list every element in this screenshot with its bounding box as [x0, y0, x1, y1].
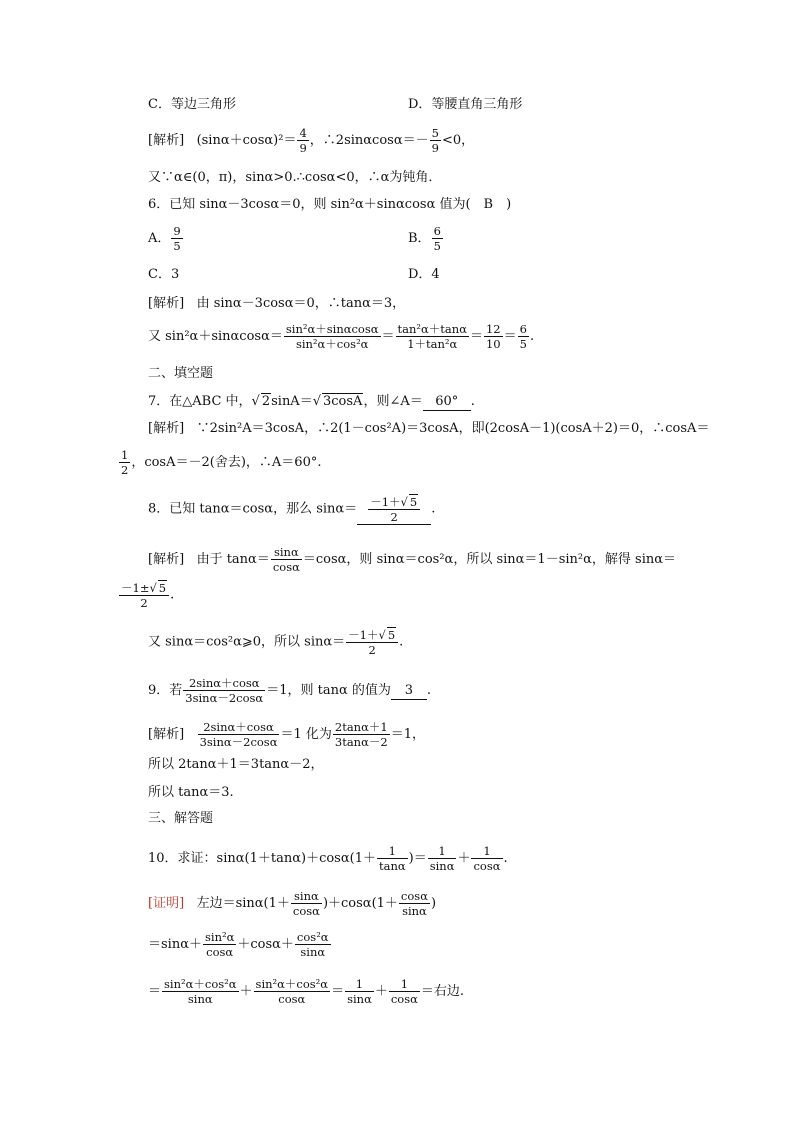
q10-proof-line1: [证明] 左边＝sinα(1＋ $\frac{\sin\alpha}{\cos\alpha}$ )＋cosα(1＋ $\frac{\cos\alpha}{\sin\alpha}$ )	[148, 889, 437, 918]
q10-stem: 10．求证：sinα(1＋tanα)＋cosα(1＋ $\frac{1}{\tan\alpha}$ )＝ $\frac{1}{\sin\alpha}$ ＋ $\frac{1}{\cos\alpha}$ .	[148, 844, 508, 873]
q6-solution-line1: [解析] 由 sinα－3cosα＝0，∴tanα＝3，	[148, 296, 406, 311]
solution-tag: [解析]	[148, 133, 185, 148]
q5-sol-text-a: (sinα＋cosα)²＝	[196, 133, 297, 148]
q9-solution-line3: 所以 tanα＝3.	[148, 785, 234, 800]
solution-tag: [解析]	[148, 727, 185, 742]
q8-answer-blank	[357, 494, 431, 525]
q5-option-c: C．等边三角形	[148, 97, 236, 112]
fraction: $\frac{2\tan\alpha+1}{3\tan\alpha-2}$	[334, 720, 388, 749]
fraction: $\frac{\cos\alpha}{\sin\alpha}$	[400, 889, 428, 918]
fraction: $\frac{12}{10}$	[485, 322, 501, 351]
q5-solution-line1	[148, 126, 474, 155]
q9-solution-line1: [解析] $\frac{2\sin\alpha+\cos\alpha}{3\sin\alpha-2\cos\alpha}$ ＝1 化为 $\frac{2\tan\alpha+1}{3\tan\alpha-2}$ ＝1，	[148, 720, 425, 749]
q5-sol-text-c: <0，	[441, 133, 475, 148]
q6-option-a: A． $\frac{9}{5}$	[148, 224, 181, 253]
q5-solution-line2: 又∵α∈(0，π)，sinα>0.∴cosα<0，∴α为钝角．	[148, 170, 442, 185]
q6-option-b: B． $\frac{6}{5}$	[408, 224, 441, 253]
q8-solution-line1: [解析] 由于 tanα＝ $\frac{\sin\alpha}{\cos\alpha}$ ＝cosα，则 sinα＝cos²α，所以 sinα＝1－sin²α，解得 sinα＝	[148, 545, 677, 574]
q7-stem: 7．在△ABC 中，√ 2sinA＝√ 3cosA，则∠A＝ 60° .	[148, 394, 475, 409]
fraction: $\frac{6}{5}$	[433, 224, 441, 253]
fraction: $\frac{1}{\cos\alpha}$	[390, 977, 418, 1006]
fraction: $\frac{1}{\sin\alpha}$	[347, 977, 372, 1006]
q5-option-d: D．等腰直角三角形	[408, 97, 523, 112]
q9-solution-line2: 所以 2tanα＋1＝3tanα－2，	[148, 757, 324, 772]
fraction: $\frac{\sin\alpha}{\cos\alpha}$	[272, 545, 300, 574]
fraction: $\frac{4}{9}$	[299, 126, 307, 155]
fraction: $\frac{1}{\cos\alpha}$	[473, 844, 501, 873]
q10-proof-line3: ＝ $\frac{\text{sin²α＋cos²α}}{\sin\alpha}$ ＋ $\frac{\text{sin²α＋cos²α}}{\cos\alpha}$ ＝ $\frac{1}{\sin\alpha}$ ＋ $\frac{1}{\cos\alpha}$ ＝右边.	[148, 977, 465, 1006]
q8-stem: 8．已知 tanα＝cosα，那么 sinα＝ $\frac{-1+√ 5}{2}$ .	[148, 495, 436, 524]
fraction: $\frac{\sin\alpha}{\cos\alpha}$	[292, 889, 320, 918]
fraction: $\frac{\text{tan²α＋tanα}}{\text{1＋tan²α}}$	[397, 322, 467, 351]
q7-answer-blank: 60°	[423, 394, 471, 411]
section-heading-answer: 三、解答题	[148, 811, 214, 826]
fraction: $\frac{2\sin\alpha+\cos\alpha}{3\sin\alpha-2\cos\alpha}$	[185, 676, 264, 705]
q9-stem: 9．若 $\frac{2\sin\alpha+\cos\alpha}{3\sin\alpha-2\cos\alpha}$ ＝1，则 tanα 的值为 3 .	[148, 676, 432, 705]
q6-option-d: D．4	[408, 267, 440, 282]
fraction: $\frac{\text{sin²α}}{\cos\alpha}$	[204, 930, 235, 959]
fraction: $\frac{1}{2}$	[121, 448, 129, 477]
fraction: $\frac{\text{sin²α＋cos²α}}{\sin\alpha}$	[164, 977, 237, 1006]
q9-answer-blank: 3	[391, 683, 427, 700]
fraction: $\frac{\text{sin²α＋cos²α}}{\cos\alpha}$	[255, 977, 329, 1006]
fraction: $\frac{1}{\sin\alpha}$	[429, 844, 455, 873]
proof-tag: [证明]	[148, 896, 185, 911]
q10-proof-line2: ＝sinα＋ $\frac{\text{sin²α}}{\cos\alpha}$ ＋cosα＋ $\frac{\text{cos²α}}{\sin\alpha}$	[148, 930, 329, 959]
q8-solution-line2: $\frac{-1\pm√ 5}{2}$ .	[121, 581, 175, 610]
fraction: $\frac{\text{cos²α}}{\sin\alpha}$	[296, 930, 329, 959]
q6-option-c: C．3	[148, 267, 180, 282]
solution-tag: [解析]	[148, 552, 185, 567]
q7-solution-line1: [解析] ∵2sin²A＝3cosA，∴2(1－cos²A)＝3cosA，即(2cosA－1)(cosA＋2)＝0，∴cosA＝	[148, 421, 710, 436]
section-heading-fill-in: 二、填空题	[148, 366, 214, 381]
q6-solution-line2: 又 sin²α＋sinαcosα＝ $\frac{\text{sin²α＋sinαcosα}}{\text{sin²α＋cos²α}}$ ＝ $\frac{\text{tan²α＋tanα}}{\text{1＋tan²α}}$ ＝ $\frac{12}{10}$ ＝ $\frac{6}{5}$ .	[148, 322, 535, 351]
q7-solution-line2: $\frac{1}{2}$ ，cosA＝－2(舍去)，∴A＝60°.	[121, 448, 322, 477]
fraction: $\frac{-1+√ 5}{2}$	[346, 627, 398, 657]
solution-tag: [解析]	[148, 421, 185, 436]
fraction: $\frac{1}{\tan\alpha}$	[378, 844, 406, 873]
fraction: $\frac{-1+√ 5}{2}$	[368, 494, 420, 524]
fraction: $\frac{2\sin\alpha+\cos\alpha}{3\sin\alpha-2\cos\alpha}$	[199, 720, 278, 749]
fraction: $\frac{5}{9}$	[431, 126, 439, 155]
q6-stem: 6．已知 sinα－3cosα＝0，则 sin²α＋sinαcosα 值为( B )	[148, 197, 512, 212]
fraction: $\frac{6}{5}$	[519, 322, 527, 351]
fraction: $\frac{9}{5}$	[173, 224, 181, 253]
q5-sol-text-b: ，∴2sinαcosα＝－	[309, 133, 429, 148]
solution-tag: [解析]	[148, 296, 185, 311]
fraction: $\frac{-1\pm√ 5}{2}$	[119, 580, 169, 610]
fraction: $\frac{\text{sin²α＋sinαcosα}}{\text{sin²α＋cos²α}}$	[285, 322, 379, 351]
q8-solution-line3: 又 sinα＝cos²α⩾0，所以 sinα＝ $\frac{-1+√ 5}{2}$ .	[148, 628, 404, 657]
